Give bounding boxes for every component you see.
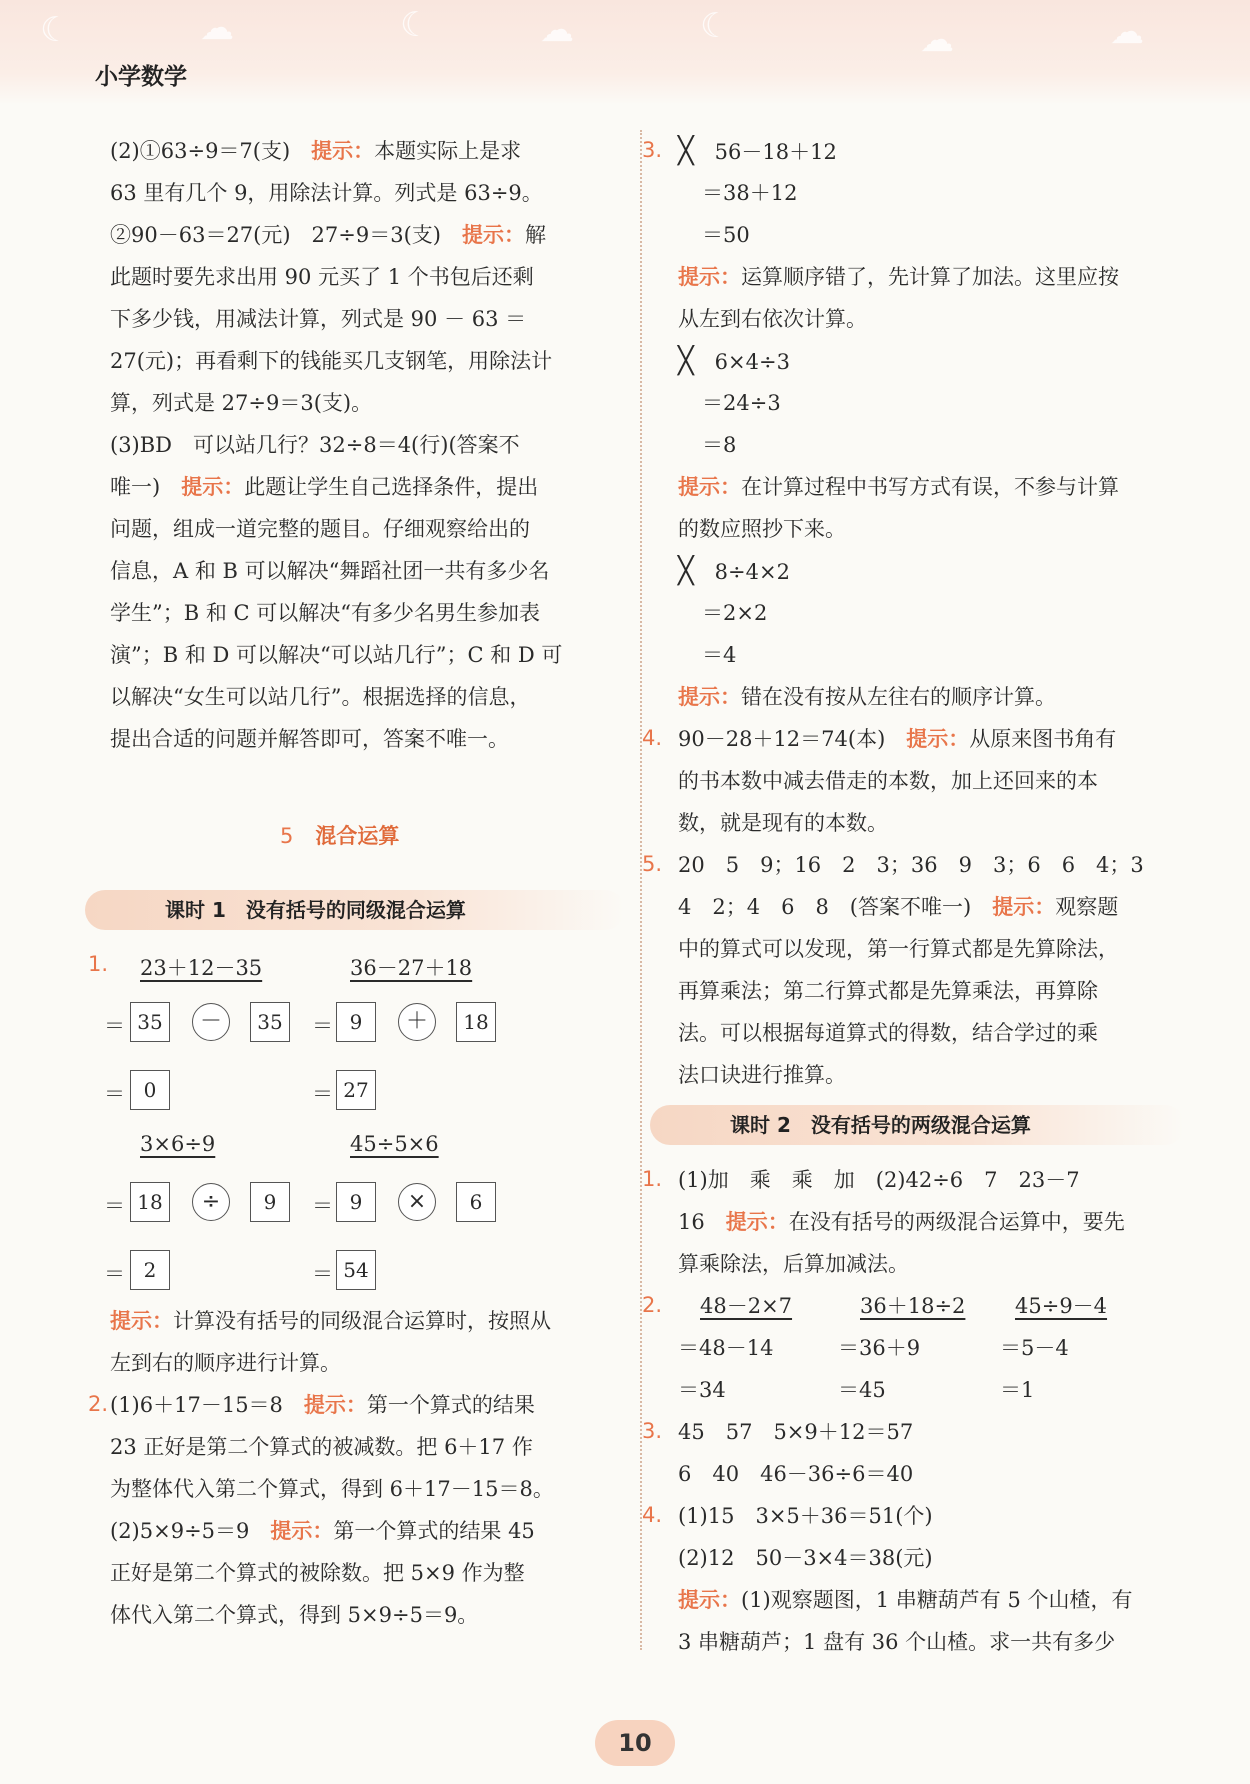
text-line: (1)加 乘 乘 加 (2)42÷6 7 23－7 <box>678 1168 1080 1192</box>
text-line: (2)①63÷9＝7(支) 提示：本题实际上是求 <box>110 139 522 163</box>
answer-box: 9 <box>250 1182 290 1222</box>
text-line: (2)12 50－3×4＝38(元) <box>678 1546 933 1570</box>
text-line: 20 5 9；16 2 3；36 9 3；6 6 4；3 <box>678 853 1144 877</box>
expression: 36－27＋18 <box>350 956 473 980</box>
text-line: ＝38＋12 <box>702 181 798 205</box>
question-number: 2. <box>642 1293 663 1317</box>
moon-icon: ☾ <box>400 5 431 45</box>
text-line: 法。可以根据每道算式的得数，结合学过的乘 <box>678 1021 1098 1045</box>
text-line: ＝2×2 <box>702 601 768 625</box>
text-line: 演”；B 和 D 可以解决“可以站几行”；C 和 D 可 <box>110 643 563 667</box>
text-line: 学生”；B 和 C 可以解决“有多少名男生参加表 <box>110 601 540 625</box>
expression: ＝45 <box>838 1378 886 1402</box>
answer-box: 0 <box>130 1070 170 1110</box>
equals-sign: ＝ <box>312 1082 333 1106</box>
answer-box: 27 <box>336 1070 376 1110</box>
text-line: (2)5×9÷5＝9 提示：第一个算式的结果 45 <box>110 1519 535 1543</box>
question-number: 1. <box>642 1167 663 1191</box>
text-line: 63 里有几个 9，用除法计算。列式是 63÷9。 <box>110 181 543 205</box>
text-line: 3 串糖葫芦；1 盘有 36 个山楂。求一共有多少 <box>678 1630 1116 1654</box>
text-line: ＝8 <box>702 433 737 457</box>
cloud-icon: ☁ <box>920 20 954 60</box>
expression: 45÷5×6 <box>350 1132 439 1156</box>
answer-box: 9 <box>336 1182 376 1222</box>
text-line: 再算乘法；第二行算式都是先算乘法，再算除 <box>678 979 1098 1003</box>
lesson-title-2: 课时 2 没有括号的两级混合运算 <box>650 1105 1185 1145</box>
text-line: ╳ 8÷4×2 <box>678 556 790 586</box>
text-line: (1)15 3×5＋36＝51(个) <box>678 1504 933 1528</box>
answer-box: 35 <box>250 1002 290 1042</box>
text-line: 16 提示：在没有括号的两级混合运算中，要先 <box>678 1210 1125 1234</box>
answer-box: 35 <box>130 1002 170 1042</box>
page-header <box>0 0 1250 105</box>
text-line: ＝4 <box>702 643 737 667</box>
expression: ＝1 <box>1000 1378 1035 1402</box>
question-number: 2. <box>88 1392 109 1416</box>
cloud-icon: ☁ <box>540 10 574 50</box>
text-line: 45 57 5×9＋12＝57 <box>678 1420 914 1444</box>
cross-icon: ╳ <box>678 556 694 586</box>
text-line: (1)6＋17－15＝8 提示：第一个算式的结果 <box>110 1393 535 1417</box>
expression: 3×6÷9 <box>140 1132 216 1156</box>
text-line: 信息，A 和 B 可以解决“舞蹈社团一共有多少名 <box>110 559 550 583</box>
operator-circle: ＋ <box>398 1003 436 1041</box>
answer-box: 18 <box>130 1182 170 1222</box>
cross-icon: ╳ <box>678 346 694 376</box>
hint-line: 提示：在计算过程中书写方式有误，不参与计算 <box>678 475 1119 499</box>
equals-sign: ＝ <box>312 1014 333 1038</box>
text-line: 唯一) 提示：此题让学生自己选择条件，提出 <box>110 475 539 499</box>
question-number: 5. <box>642 852 663 876</box>
cross-icon: ╳ <box>678 136 694 166</box>
text-line: 算乘除法，后算加减法。 <box>678 1252 909 1276</box>
text-line: 算，列式是 27÷9＝3(支)。 <box>110 391 373 415</box>
expression: ＝36＋9 <box>838 1336 921 1360</box>
text-line: 数，就是现有的本数。 <box>678 811 888 835</box>
hint-line: 提示：计算没有括号的同级混合运算时，按照从 <box>110 1309 551 1333</box>
question-number: 3. <box>642 138 663 162</box>
book-title: 小学数学 <box>95 64 187 90</box>
hint-line: 左到右的顺序进行计算。 <box>110 1351 341 1375</box>
text-line: 6 40 46－36÷6＝40 <box>678 1462 914 1486</box>
operator-circle: ÷ <box>192 1183 230 1221</box>
equals-sign: ＝ <box>312 1194 333 1218</box>
expression: 45÷9－4 <box>1015 1294 1108 1318</box>
text-line: 体代入第二个算式，得到 5×9÷5＝9。 <box>110 1603 479 1627</box>
text-line: 为整体代入第二个算式，得到 6＋17－15＝8。 <box>110 1477 554 1501</box>
page-number: 10 <box>595 1720 675 1766</box>
moon-icon: ☾ <box>700 6 731 46</box>
text-line: 4 2；4 6 8 (答案不唯一) 提示：观察题 <box>678 895 1119 919</box>
operator-circle: × <box>398 1183 436 1221</box>
text-line: 以解决“女生可以站几行”。根据选择的信息， <box>110 685 531 709</box>
answer-box: 54 <box>336 1250 376 1290</box>
text-line: ╳ 56－18＋12 <box>678 136 837 166</box>
operator-circle: － <box>192 1003 230 1041</box>
text-line: 提出合适的问题并解答即可，答案不唯一。 <box>110 727 509 751</box>
cloud-icon: ☁ <box>1110 12 1144 52</box>
text-line: 90－28＋12＝74(本) 提示：从原来图书角有 <box>678 727 1117 751</box>
section-title: 5 混合运算 <box>280 824 400 848</box>
question-number: 4. <box>642 1503 663 1527</box>
equals-sign: ＝ <box>104 1082 125 1106</box>
equals-sign: ＝ <box>104 1262 125 1286</box>
equals-sign: ＝ <box>104 1194 125 1218</box>
text-line: 下多少钱，用减法计算，列式是 90 － 63 ＝ <box>110 307 527 331</box>
text-line: 此题时要先求出用 90 元买了 1 个书包后还剩 <box>110 265 534 289</box>
answer-box: 9 <box>336 1002 376 1042</box>
text-line: 27(元)；再看剩下的钱能买几支钢笔，用除法计 <box>110 349 553 373</box>
text-line: 23 正好是第二个算式的被减数。把 6＋17 作 <box>110 1435 533 1459</box>
hint-line: 提示：错在没有按从左往右的顺序计算。 <box>678 685 1056 709</box>
text-line: 问题，组成一道完整的题目。仔细观察给出的 <box>110 517 530 541</box>
hint-line: 的数应照抄下来。 <box>678 517 846 541</box>
text-line: 中的算式可以发现，第一行算式都是先算除法， <box>678 937 1119 961</box>
answer-box: 6 <box>456 1182 496 1222</box>
expression: 23＋12－35 <box>140 956 263 980</box>
lesson-title-1: 课时 1 没有括号的同级混合运算 <box>85 890 625 930</box>
text-line: ＝24÷3 <box>702 391 781 415</box>
answer-box: 2 <box>130 1250 170 1290</box>
text-line: 的书本数中减去借走的本数，加上还回来的本 <box>678 769 1098 793</box>
question-number: 4. <box>642 726 663 750</box>
expression: ＝34 <box>678 1378 726 1402</box>
question-number: 3. <box>642 1419 663 1443</box>
expression: ＝5－4 <box>1000 1336 1069 1360</box>
text-line: 法口诀进行推算。 <box>678 1063 846 1087</box>
text-line: 正好是第二个算式的被除数。把 5×9 作为整 <box>110 1561 525 1585</box>
text-line: ╳ 6×4÷3 <box>678 346 790 376</box>
text-line: ＝50 <box>702 223 750 247</box>
equals-sign: ＝ <box>104 1014 125 1038</box>
hint-line: 提示：(1)观察题图，1 串糖葫芦有 5 个山楂，有 <box>678 1588 1133 1612</box>
cloud-icon: ☁ <box>200 8 234 48</box>
expression: 36＋18÷2 <box>860 1294 966 1318</box>
hint-line: 从左到右依次计算。 <box>678 307 867 331</box>
expression: ＝48－14 <box>678 1336 774 1360</box>
text-line: (3)BD 可以站几行？32÷8＝4(行)(答案不 <box>110 433 520 457</box>
expression: 48－2×7 <box>700 1294 793 1318</box>
answer-box: 18 <box>456 1002 496 1042</box>
moon-icon: ☾ <box>40 10 71 50</box>
hint-line: 提示：运算顺序错了，先计算了加法。这里应按 <box>678 265 1119 289</box>
question-number: 1. <box>88 952 109 976</box>
text-line: ②90－63＝27(元) 27÷9＝3(支) 提示：解 <box>110 223 546 247</box>
equals-sign: ＝ <box>312 1262 333 1286</box>
